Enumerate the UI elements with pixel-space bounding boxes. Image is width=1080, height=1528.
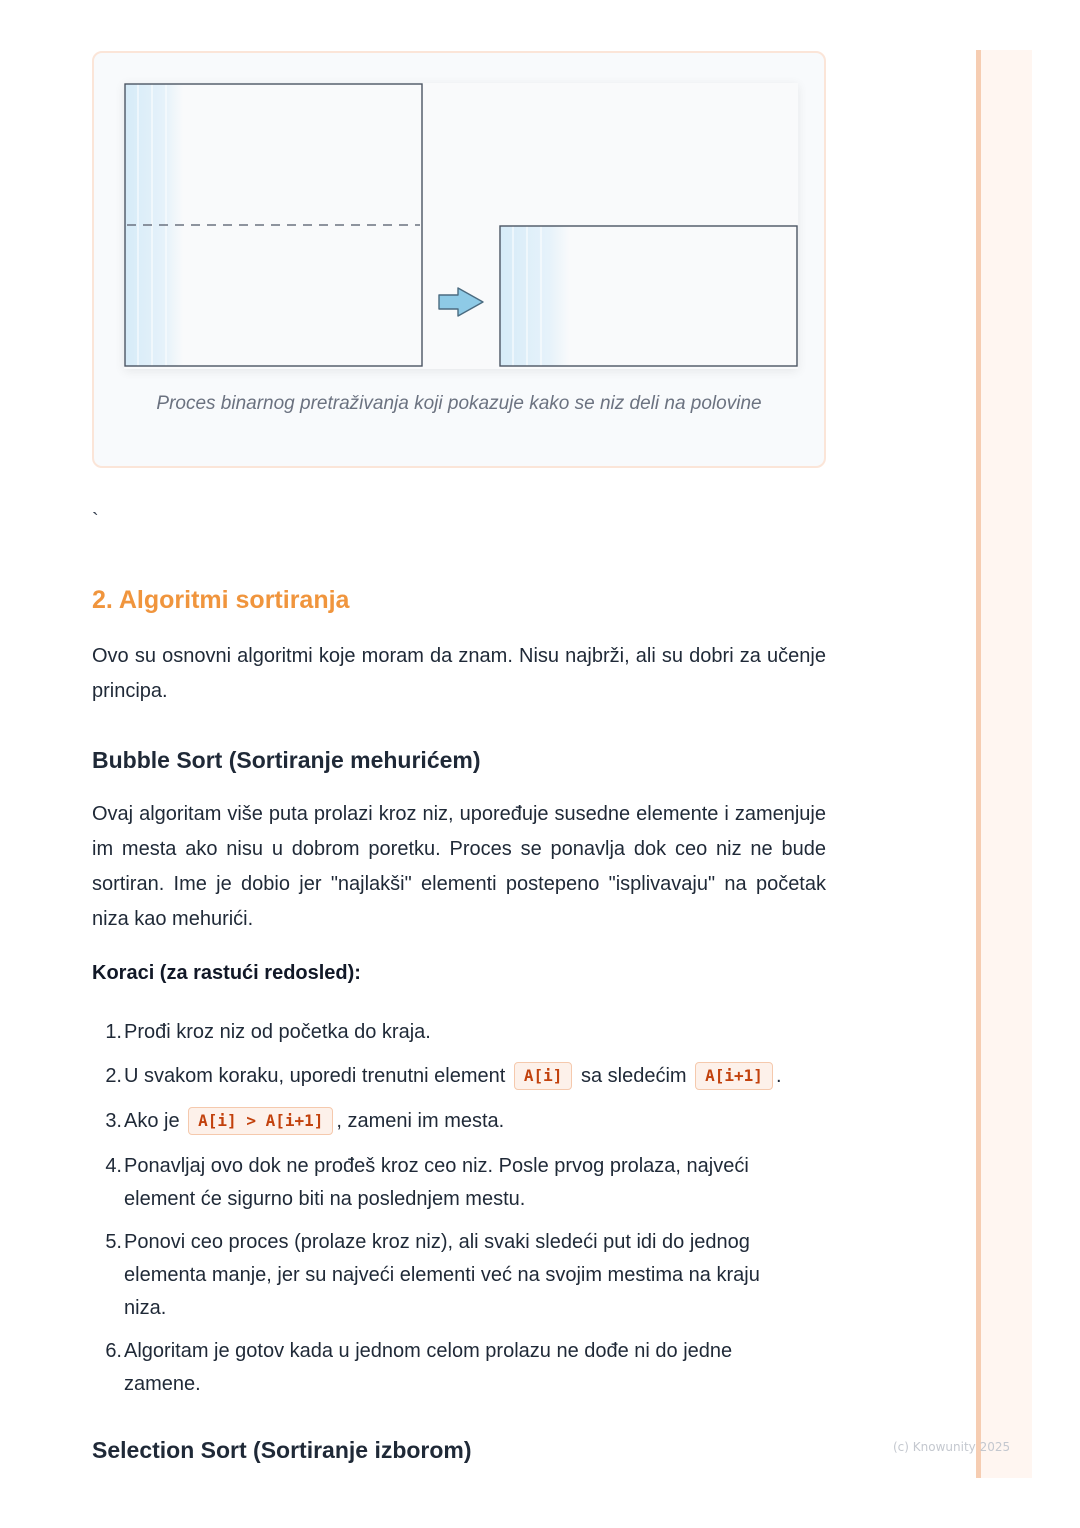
figure-caption: Proces binarnog pretraživanja koji pokazuje kako se niz deli na polovine <box>156 393 762 414</box>
bubble-sort-description: Ovaj algoritam više puta prolazi kroz niz, upoređuje susedne elemente i zamenjuje im mesta ako nisu u dobrom poretku. Proces se ponavlja dok ceo niz ne bude sortiran. Ime je dobio jer "najlakši" elementi postepeno "isplivavaju" na početak niza kao mehurići. <box>92 803 826 930</box>
figure-card <box>92 51 826 468</box>
inline-code: A[i] > A[i+1] <box>188 1107 333 1135</box>
section-intro: Ovo su osnovni algoritmi koje moram da znam. Nisu najbrži, ali su dobri za učenje principa. <box>92 645 826 702</box>
binary-search-diagram <box>124 83 798 369</box>
section-title: 2. Algoritmi sortiranja <box>92 586 350 614</box>
stray-backtick: ` <box>92 510 99 532</box>
steps-title: Koraci (za rastući redosled): <box>92 962 361 984</box>
selection-sort-title: Selection Sort (Sortiranje izborom) <box>92 1437 472 1463</box>
right-margin-band <box>976 50 1032 1478</box>
diagram-svg <box>124 83 798 369</box>
bubble-sort-title: Bubble Sort (Sortiranje mehurićem) <box>92 747 481 773</box>
inline-code: A[i] <box>514 1062 573 1090</box>
arrow-right-icon <box>439 288 483 316</box>
watermark: (c) Knowunity 2025 <box>893 1440 1011 1454</box>
inline-code: A[i+1] <box>695 1062 773 1090</box>
half-array-box <box>500 226 797 366</box>
full-array-box <box>125 84 422 366</box>
